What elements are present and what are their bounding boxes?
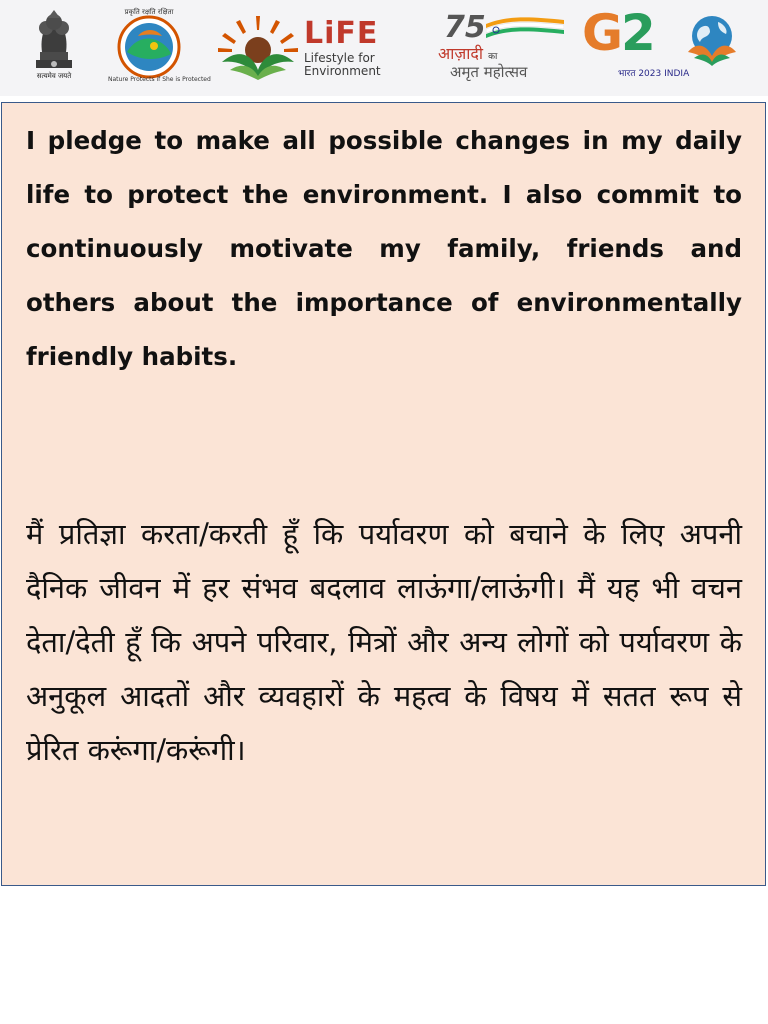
- azadi-amrit-mahotsav-logo: [434, 10, 566, 82]
- g20-logo: [580, 4, 746, 84]
- moefcc-motto-top: प्रकृति रक्षति रक्षिता: [124, 8, 174, 16]
- pledge-box: [1, 102, 766, 886]
- moefcc-logo: [108, 8, 211, 86]
- g20-subtitle: भारत 2023 INDIA: [618, 69, 690, 79]
- g20-letter-g: G: [582, 4, 622, 62]
- g20-wordmark: [582, 4, 654, 62]
- pledge-text-english: I pledge to make all possible changes in my daily life to protect the environment. I also commit to continuously motivate my family, friends and others about the importance of environmentally friendly habits.: [26, 126, 742, 371]
- azadi-line-1: [438, 42, 568, 64]
- national-emblem-logo: [22, 4, 86, 88]
- pledge-text-hindi: मैं प्रतिज्ञा करता/करती हूँ कि पर्यावरण को बचाने के लिए अपनी दैनिक जीवन में हर संभव बदलाव लाऊंगा/लाऊंगी। मैं यह भी वचन देता/देती हूँ कि अपने परिवार, मित्रों और अन्य लोगों को पर्यावरण के अनुकूल आदतों और व्यवहारों के महत्व के विषय में सतत रूप से प्रेरित करूंगा/करूंगी।: [26, 517, 742, 767]
- earth-lotus-icon: [680, 12, 744, 68]
- azadi-line-1-small: का: [488, 52, 498, 62]
- life-sun-logo-icon: [216, 14, 300, 80]
- emblem-caption: सत्यमेव जयते: [36, 72, 72, 80]
- life-logo: [216, 14, 406, 80]
- g20-digit-2: 2: [621, 4, 654, 62]
- azadi-line-2: अमृत महोत्सव: [450, 63, 528, 81]
- national-emblem-icon: [22, 4, 86, 72]
- azadi-number-75: 75: [444, 10, 486, 45]
- logo-header: [0, 0, 768, 96]
- tricolor-flag-icon: [486, 14, 564, 42]
- moefcc-motto-bottom: Nature Protects if She is Protected: [108, 76, 211, 83]
- life-tagline: Lifestyle for Environment: [304, 51, 381, 78]
- azadi-line-1-main: आज़ादी: [438, 44, 484, 63]
- life-brand-text: LiFE: [304, 16, 379, 51]
- moefcc-logo-icon: [108, 14, 211, 84]
